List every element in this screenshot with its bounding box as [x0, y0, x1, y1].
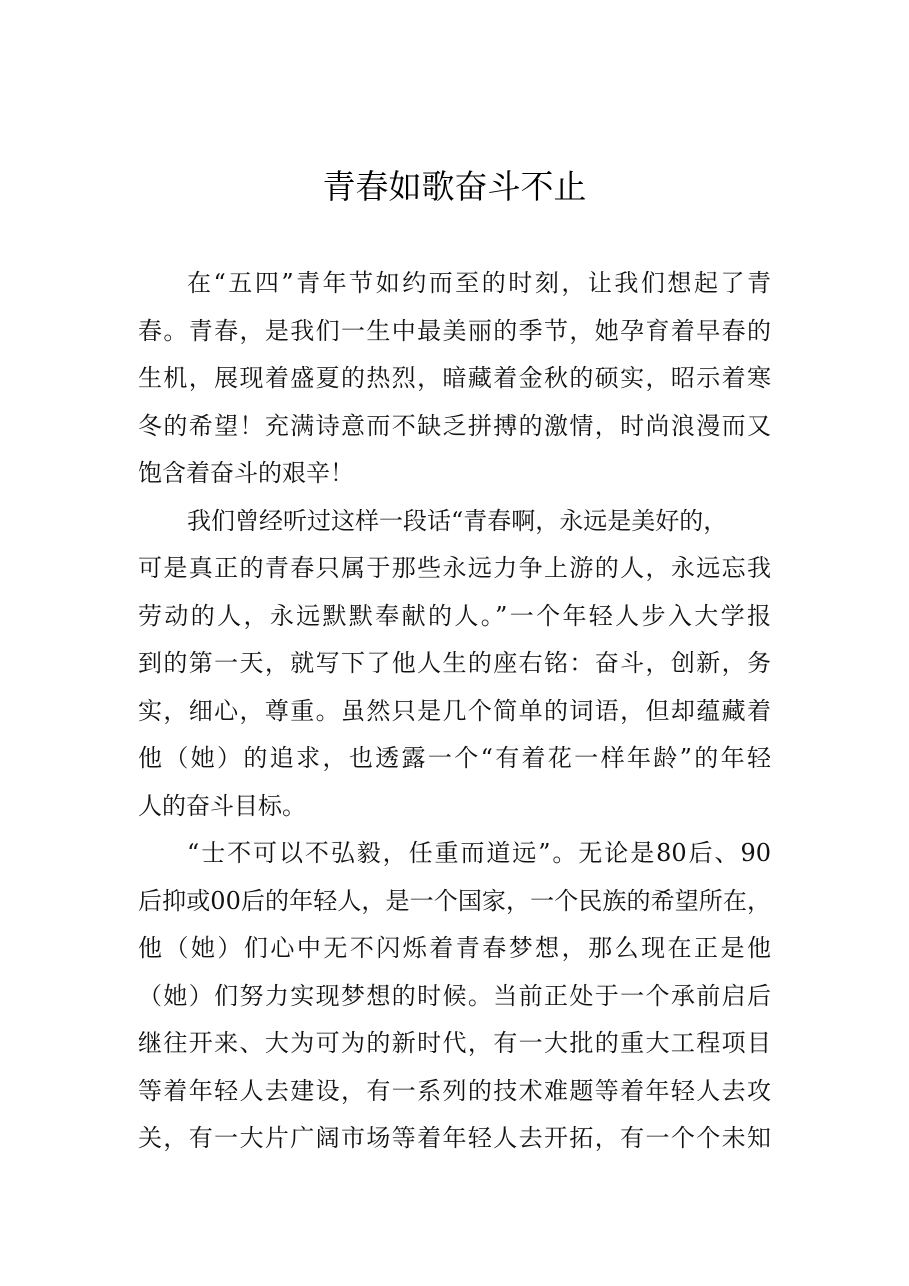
text-line: 实，细心，尊重。虽然只是几个简单的词语，但却蕴藏着	[138, 696, 771, 725]
text-line: 饱含着奋斗的艰辛！	[138, 459, 354, 487]
document-body	[138, 260, 771, 1163]
paragraph-3	[138, 830, 771, 1163]
text-line: 后抑或00后的年轻人，是一个国家，一个民族的希望所在，	[138, 886, 771, 915]
text-line: 劳动的人，永远默默奉献的人。”一个年轻人步入大学报	[138, 601, 771, 630]
text-line: 关，有一大片广阔市场等着年轻人去开拓，有一个个未知	[138, 1124, 771, 1152]
text-line: 人的奋斗目标。	[138, 791, 306, 820]
text-line: 春。青春，是我们一生中最美丽的季节，她孕育着早春的	[138, 316, 771, 345]
text-line: 继往开来、大为可为的新时代，有一大批的重大工程项目	[138, 1029, 771, 1057]
text-line: 可是真正的青春只属于那些永远力争上游的人，永远忘我	[138, 554, 771, 582]
text-line: 冬的希望！充满诗意而不缺乏拼搏的激情，时尚浪漫而又	[138, 411, 771, 440]
text-line: 我们曾经听过这样一段话“青春啊，永远是美好的，	[187, 506, 728, 535]
text-line: 他（她）的追求，也透露一个“有着花一样年龄”的年轻	[138, 744, 771, 772]
text-line: 到的第一天，就写下了他人生的座右铭：奋斗，创新，务	[138, 649, 771, 677]
document-title: 青春如歌奋斗不止	[322, 167, 587, 206]
text-line: 他（她）们心中无不闪烁着青春梦想，那么现在正是他	[138, 934, 771, 962]
text-line: 在“五四”青年节如约而至的时刻，让我们想起了青	[187, 269, 771, 297]
paragraph-2	[138, 498, 771, 831]
text-line: （她）们努力实现梦想的时候。当前正处于一个承前启后	[138, 981, 771, 1010]
paragraph-1	[138, 260, 771, 498]
text-line: 生机，展现着盛夏的热烈，暗藏着金秋的硕实，昭示着寒	[138, 364, 771, 392]
text-line: “士不可以不弘毅，任重而道远”。无论是80后、90	[187, 839, 771, 867]
text-line: 等着年轻人去建设，有一系列的技术难题等着年轻人去攻	[138, 1076, 771, 1105]
